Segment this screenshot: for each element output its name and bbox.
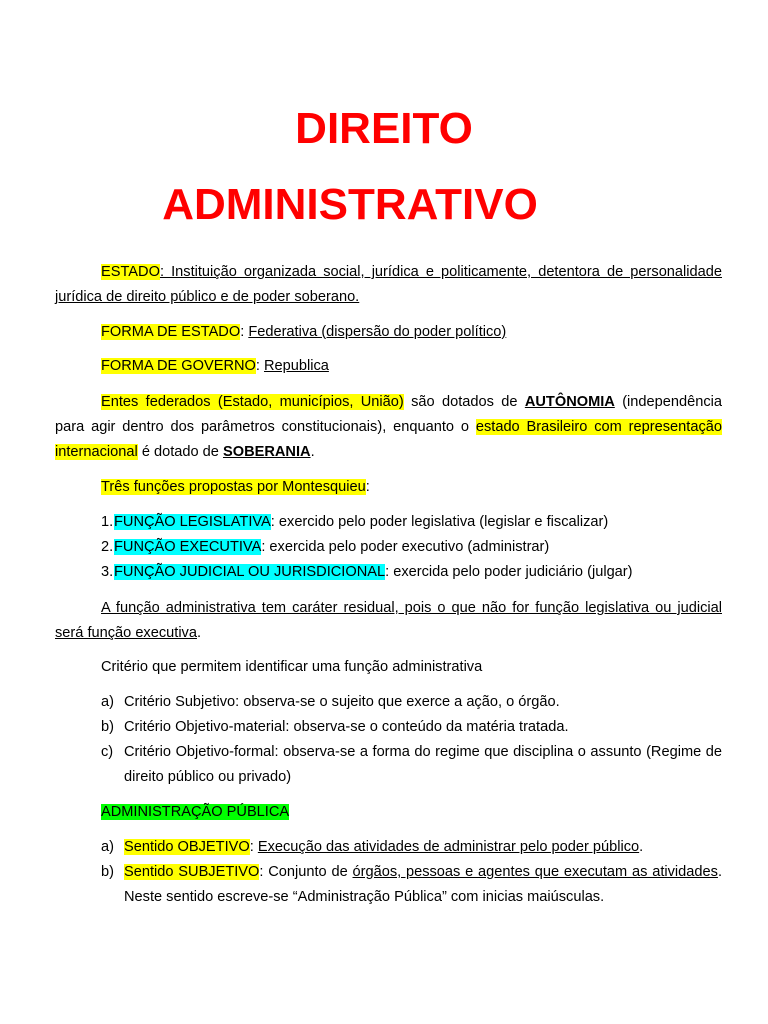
title-line-2: ADMINISTRATIVO — [162, 180, 538, 229]
forma-governo-value: Republica — [263, 358, 329, 374]
paragraph-forma-estado — [55, 320, 722, 345]
entes-text-1: são dotados de — [403, 394, 525, 410]
function-description: : exercido pelo poder legislativa (legislar e fiscalizar) — [270, 514, 609, 530]
forma-governo-separator: : — [255, 358, 264, 374]
list-item — [101, 535, 722, 560]
sentido-objetivo-value: Execução das atividades de administrar pelo poder público — [257, 839, 640, 855]
function-description: : exercida pelo poder judiciário (julgar) — [385, 564, 633, 580]
adm-publica-list — [101, 835, 722, 910]
soberania-term: SOBERANIA — [222, 444, 311, 460]
estado-definition: Instituição organizada social, jurídica e politicamente, detentora de personalidade jurídica de direito público e de poder soberano. — [55, 264, 722, 305]
criterion-text: Critério Objetivo-formal: observa-se a forma do regime que disciplina o assunto (Regime de direito público ou privado) — [124, 744, 722, 785]
title-line-1: DIREITO — [295, 104, 473, 153]
forma-estado-value: Federativa (dispersão do poder político) — [248, 324, 507, 340]
sentido-subjetivo-label: Sentido SUBJETIVO — [124, 864, 260, 880]
paragraph-adm-publica-heading — [55, 800, 722, 825]
forma-estado-separator: : — [240, 324, 249, 340]
list-marker: b) — [101, 864, 114, 880]
sentido-subjetivo-separator: : Conjunto de — [259, 864, 353, 880]
function-label: FUNÇÃO EXECUTIVA — [114, 539, 262, 555]
sentido-objetivo-end: . — [639, 839, 644, 855]
paragraph-montesquieu — [55, 475, 722, 500]
entes-text-2: (independência para agir dentro dos parâmetros constitucionais), enquanto o — [55, 394, 722, 435]
function-label: FUNÇÃO LEGISLATIVA — [114, 514, 271, 530]
list-marker: c) — [101, 744, 114, 760]
adm-publica-heading: ADMINISTRAÇÃO PÚBLICA — [101, 804, 290, 820]
estado-brasileiro-highlight: estado Brasileiro com representação internacional — [55, 419, 722, 460]
montesquieu-heading: Três funções propostas por Montesquieu — [101, 479, 366, 495]
forma-governo-label: FORMA DE GOVERNO — [101, 358, 256, 374]
list-item — [101, 860, 722, 910]
paragraph-entes-federados — [55, 390, 722, 465]
list-marker: a) — [101, 839, 114, 855]
list-item — [101, 835, 722, 860]
function-label: FUNÇÃO JUDICIAL OU JURISDICIONAL — [114, 564, 386, 580]
autonomia-term: AUTÔNOMIA — [524, 394, 615, 410]
list-item — [101, 560, 722, 585]
sentido-subjetivo-value: órgãos, pessoas e agentes que executam as atividades — [352, 864, 718, 880]
entes-highlight: Entes federados (Estado, municípios, União) — [101, 394, 404, 410]
criteria-list — [101, 690, 722, 790]
list-marker: 1. — [101, 514, 114, 530]
list-item — [101, 740, 722, 790]
sentido-objetivo-label: Sentido OBJETIVO — [124, 839, 250, 855]
montesquieu-separator: : — [365, 479, 370, 495]
criterion-text: Critério Subjetivo: observa-se o sujeito que exerce a ação, o órgão. — [124, 694, 560, 710]
paragraph-funcao-residual — [55, 596, 722, 646]
functions-list — [101, 510, 722, 585]
paragraph-forma-governo — [55, 354, 722, 379]
list-marker: 2. — [101, 539, 114, 555]
residual-end: . — [196, 625, 202, 641]
estado-label: ESTADO — [101, 264, 160, 280]
entes-text-3: é dotado de — [137, 444, 223, 460]
list-item — [101, 715, 722, 740]
entes-text-4: . — [310, 444, 315, 460]
estado-separator: : — [159, 264, 164, 280]
list-marker: b) — [101, 719, 114, 735]
paragraph-estado — [55, 260, 722, 310]
forma-estado-label: FORMA DE ESTADO — [101, 324, 241, 340]
sentido-subjetivo-end: . Neste sentido escreve-se “Administração Pública” com inicias maiúsculas. — [124, 864, 722, 905]
function-description: : exercida pelo poder executivo (administrar) — [261, 539, 550, 555]
list-item — [101, 690, 722, 715]
criterion-text: Critério Objetivo-material: observa-se o conteúdo da matéria tratada. — [124, 719, 569, 735]
residual-text: A função administrativa tem caráter residual, pois o que não for função legislativa ou judicial será função executiva — [55, 600, 722, 641]
list-marker: a) — [101, 694, 114, 710]
list-marker: 3. — [101, 564, 114, 580]
paragraph-criterio-heading: Critério que permitem identificar uma função administrativa — [101, 659, 483, 675]
sentido-objetivo-separator: : — [249, 839, 258, 855]
list-item — [101, 510, 722, 535]
